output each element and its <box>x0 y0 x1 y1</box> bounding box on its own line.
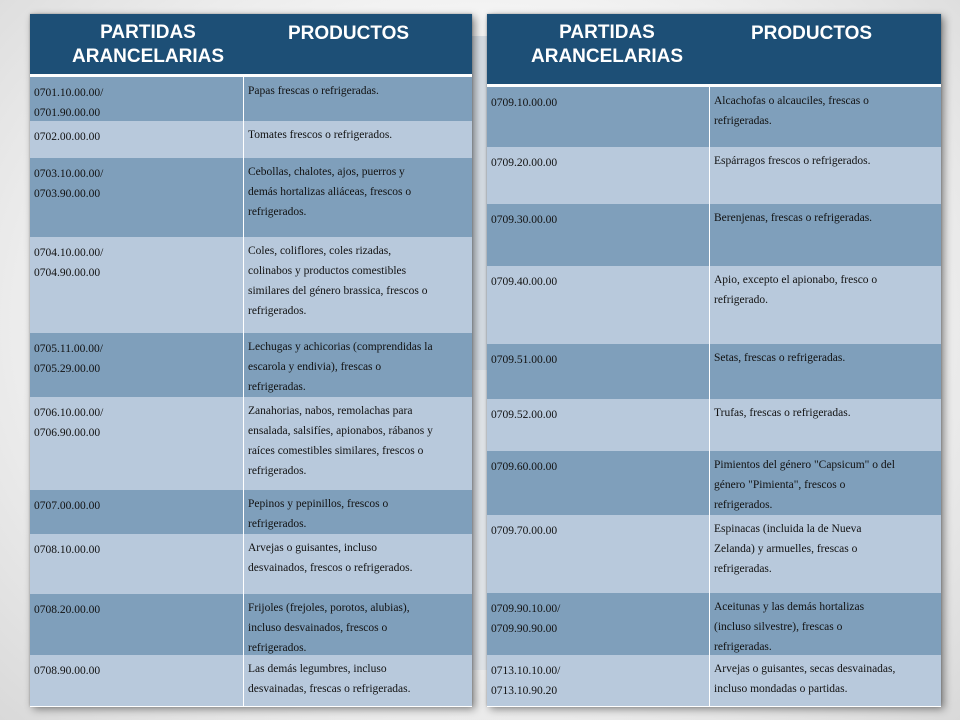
left-table-panel <box>30 14 472 706</box>
table-row <box>487 344 941 400</box>
partida-cell <box>30 121 244 158</box>
partida-code: 0708.90.00.00 <box>34 665 101 677</box>
partida-cell <box>487 204 710 266</box>
producto-description: refrigeradas. <box>714 563 772 575</box>
producto-description: Cebollas, chalotes, ajos, puerros y <box>248 166 405 178</box>
producto-description: Frijoles (frejoles, porotos, alubias), <box>248 602 410 614</box>
partida-code: 0701.10.00.00/ <box>34 87 104 99</box>
producto-description: Trufas, frescas o refrigeradas. <box>714 407 851 419</box>
producto-cell <box>244 594 472 655</box>
producto-description: Alcachofas o alcauciles, frescas o <box>714 95 869 107</box>
producto-cell <box>244 77 472 121</box>
producto-description: refrigerados. <box>714 499 773 511</box>
partida-code: 0709.20.00.00 <box>491 157 558 169</box>
producto-cell <box>244 237 472 333</box>
partida-cell <box>30 490 244 534</box>
producto-description: (incluso silvestre), frescas o <box>714 621 843 633</box>
producto-cell <box>244 397 472 490</box>
table-row <box>30 237 472 334</box>
producto-description: Zelanda) y armuelles, frescas o <box>714 543 858 555</box>
partida-code: 0709.10.00.00 <box>491 97 558 109</box>
table-row <box>30 121 472 159</box>
left-table-header <box>30 14 472 77</box>
producto-cell <box>710 87 941 147</box>
partida-cell <box>30 397 244 490</box>
table-row <box>30 77 472 122</box>
producto-description: escarola y endivia), frescas o <box>248 361 382 373</box>
table-row <box>487 593 941 656</box>
table-row <box>487 266 941 345</box>
partida-cell <box>487 515 710 593</box>
right-table-panel <box>487 14 941 706</box>
partida-code: 0704.90.00.00 <box>34 267 101 279</box>
partida-code: 0709.70.00.00 <box>491 525 558 537</box>
producto-description: género "Pimienta", frescos o <box>714 479 846 491</box>
partida-code: 0709.60.00.00 <box>491 461 558 473</box>
header-col1-line: ARANCELARIAS <box>531 46 683 67</box>
producto-description: refrigerados. <box>248 206 307 218</box>
partida-cell <box>487 87 710 147</box>
partida-cell <box>30 333 244 397</box>
partida-code: 0706.90.00.00 <box>34 427 101 439</box>
table-row <box>487 451 941 516</box>
producto-description: Apio, excepto el apionabo, fresco o <box>714 274 878 286</box>
producto-description: Las demás legumbres, incluso <box>248 663 387 675</box>
producto-description: raíces comestibles similares, frescos o <box>248 445 424 457</box>
producto-description: Zanahorias, nabos, remolachas para <box>248 405 413 417</box>
partida-cell <box>487 147 710 204</box>
partida-cell <box>487 655 710 706</box>
producto-cell <box>710 344 941 399</box>
producto-description: refrigerados. <box>248 518 307 530</box>
producto-description: Coles, coliflores, coles rizadas, <box>248 245 392 257</box>
partida-code: 0705.11.00.00/ <box>34 343 103 355</box>
partida-code: 0702.00.00.00 <box>34 131 101 143</box>
partida-code: 0708.10.00.00 <box>34 544 101 556</box>
producto-description: demás hortalizas aliáceas, frescos o <box>248 186 412 198</box>
partida-code: 0707.00.00.00 <box>34 500 101 512</box>
producto-cell <box>244 158 472 237</box>
partida-code: 0709.51.00.00 <box>491 354 558 366</box>
table-row <box>487 87 941 148</box>
producto-cell <box>710 147 941 204</box>
table-row <box>487 515 941 594</box>
producto-description: refrigerados. <box>248 465 307 477</box>
producto-description: Tomates frescos o refrigerados. <box>248 129 393 141</box>
producto-description: Papas frescas o refrigeradas. <box>248 85 379 97</box>
producto-description: Pepinos y pepinillos, frescos o <box>248 498 389 510</box>
partida-cell <box>30 594 244 655</box>
partida-cell <box>487 344 710 399</box>
producto-cell <box>244 121 472 158</box>
table-row <box>487 204 941 267</box>
producto-description: Espinacas (incluida la de Nueva <box>714 523 862 535</box>
producto-cell <box>710 451 941 515</box>
producto-description: refrigerados. <box>248 305 307 317</box>
producto-description: refrigeradas. <box>248 381 306 393</box>
producto-cell <box>244 490 472 534</box>
producto-description: Arvejas o guisantes, incluso <box>248 542 378 554</box>
partida-code: 0703.90.00.00 <box>34 188 101 200</box>
producto-cell <box>244 655 472 706</box>
producto-description: colinabos y productos comestibles <box>248 265 407 277</box>
partida-code: 0709.30.00.00 <box>491 214 558 226</box>
producto-description: refrigeradas. <box>714 641 772 653</box>
partida-cell <box>30 237 244 333</box>
producto-description: desvainadas, frescas o refrigeradas. <box>248 683 411 695</box>
partida-code: 0709.40.00.00 <box>491 276 558 288</box>
table-row <box>30 158 472 238</box>
producto-description: Arvejas o guisantes, secas desvainadas, <box>714 663 896 675</box>
partida-cell <box>487 266 710 344</box>
producto-description: refrigerado. <box>714 294 768 306</box>
header-partidas-arancelarias <box>507 21 707 69</box>
partida-code: 0709.52.00.00 <box>491 409 558 421</box>
partida-code: 0713.10.10.00/ <box>491 665 561 677</box>
partida-cell <box>487 593 710 655</box>
producto-description: Espárragos frescos o refrigerados. <box>714 155 871 167</box>
table-row <box>30 333 472 398</box>
producto-description: ensalada, salsifíes, apionabos, rábanos y <box>248 425 433 437</box>
partida-code: 0708.20.00.00 <box>34 604 101 616</box>
partida-code: 0706.10.00.00/ <box>34 407 104 419</box>
partida-code: 0701.90.00.00 <box>34 107 101 119</box>
partida-code: 0703.10.00.00/ <box>34 168 104 180</box>
partida-code: 0709.90.90.00 <box>491 623 558 635</box>
producto-description: refrigeradas. <box>714 115 772 127</box>
table-row <box>487 655 941 707</box>
producto-description: Pimientos del género "Capsicum" o del <box>714 459 895 471</box>
header-col1-line: ARANCELARIAS <box>72 46 224 67</box>
header-productos: PRODUCTOS <box>288 23 410 44</box>
partida-cell <box>30 655 244 706</box>
header-col1-line: PARTIDAS <box>100 22 196 43</box>
table-row <box>30 534 472 595</box>
producto-description: desvainados, frescos o refrigerados. <box>248 562 413 574</box>
partida-cell <box>487 451 710 515</box>
producto-description: Lechugas y achicorias (comprendidas la <box>248 341 433 353</box>
right-table-body <box>487 87 941 706</box>
left-table-body <box>30 77 472 706</box>
producto-cell <box>244 333 472 397</box>
producto-description: incluso desvainados, frescos o <box>248 622 388 634</box>
header-col1-line: PARTIDAS <box>559 22 655 43</box>
producto-description: similares del género brassica, frescos o <box>248 285 428 297</box>
producto-description: Berenjenas, frescas o refrigeradas. <box>714 212 873 224</box>
partida-code: 0713.10.90.20 <box>491 685 558 697</box>
header-partidas-arancelarias <box>48 21 248 69</box>
producto-cell <box>244 534 472 594</box>
table-row <box>30 490 472 535</box>
producto-cell <box>710 655 941 706</box>
partida-cell <box>30 534 244 594</box>
producto-cell <box>710 204 941 266</box>
table-row <box>487 147 941 205</box>
producto-description: Aceitunas y las demás hortalizas <box>714 601 865 613</box>
partida-code: 0704.10.00.00/ <box>34 247 104 259</box>
producto-description: incluso mondadas o partidas. <box>714 683 848 695</box>
partida-cell <box>487 399 710 451</box>
producto-cell <box>710 593 941 655</box>
table-row <box>487 399 941 452</box>
partida-code: 0705.29.00.00 <box>34 363 101 375</box>
table-row <box>30 594 472 656</box>
producto-description: Setas, frescas o refrigeradas. <box>714 352 846 364</box>
table-row <box>30 655 472 707</box>
table-row <box>30 397 472 491</box>
producto-cell <box>710 399 941 451</box>
partida-cell <box>30 158 244 237</box>
producto-description: refrigerados. <box>248 642 307 654</box>
header-productos: PRODUCTOS <box>751 23 873 44</box>
producto-cell <box>710 515 941 593</box>
partida-code: 0709.90.10.00/ <box>491 603 561 615</box>
right-table-header <box>487 14 941 87</box>
partida-cell <box>30 77 244 121</box>
producto-cell <box>710 266 941 344</box>
